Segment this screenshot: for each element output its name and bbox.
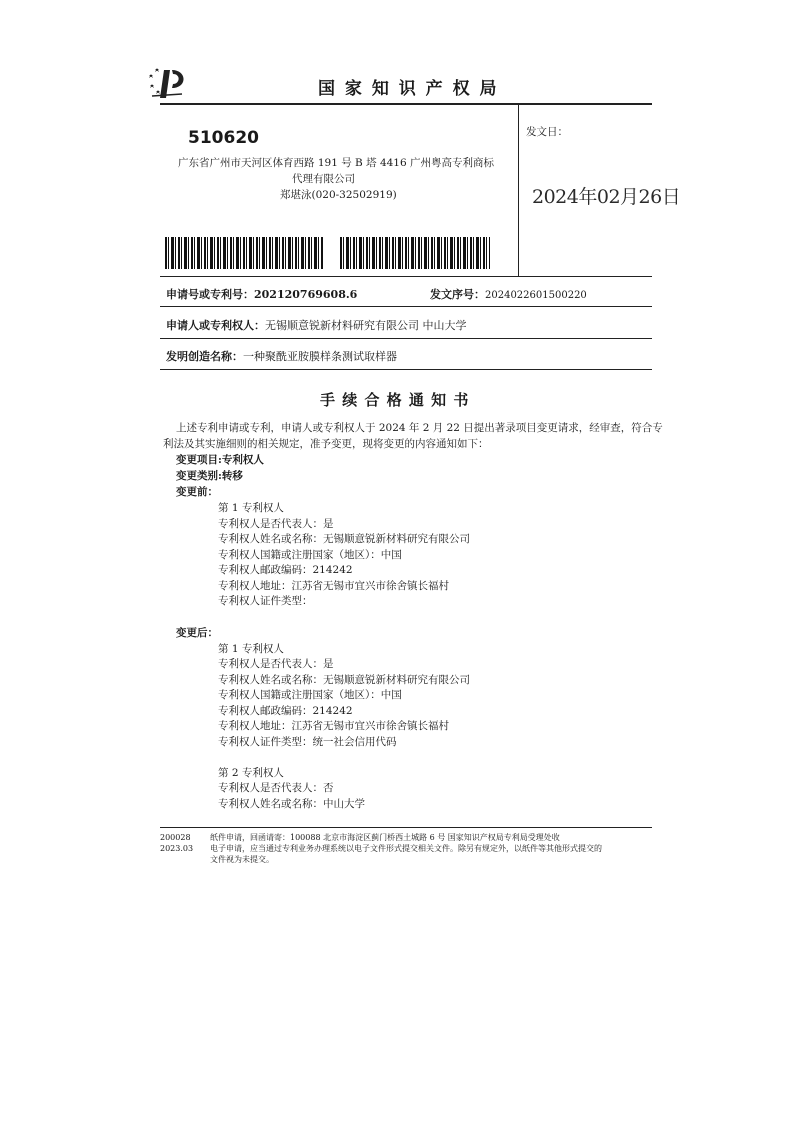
after-line: 专利权人证件类型：统一社会信用代码 — [218, 736, 397, 748]
before-label: 变更前： — [176, 486, 218, 498]
intro-line-1: 上述专利申请或专利，申请人或专利权人于 2024 年 2 月 22 日提出著录项目变更请求，经审查，符合专 — [176, 422, 663, 434]
application-number: 202120769608.6 — [254, 288, 358, 301]
application-number-label: 申请号或专利号： — [166, 288, 254, 301]
footer-line-1: 纸件申请，回函请寄：100088 北京市海淀区蓟门桥西土城路 6 号 国家知识产权局专利局受理处收 — [210, 833, 560, 842]
after-line: 专利权人地址：江苏省无锡市宜兴市徐舍镇长福村 — [218, 720, 449, 732]
cnipa-emblem-icon — [146, 66, 190, 100]
intro-line-2: 利法及其实施细则的相关规定，准予变更，现将变更的内容通知如下： — [163, 438, 489, 450]
applicant-row — [166, 317, 467, 333]
notice-title: 手 续 合 格 通 知 书 — [320, 391, 470, 409]
after-line: 专利权人国籍或注册国家（地区）：中国 — [218, 689, 402, 701]
address-line-2: 代理有限公司 — [292, 173, 355, 185]
before-line: 专利权人国籍或注册国家（地区）：中国 — [218, 549, 402, 561]
issue-date-label: 发文日： — [526, 126, 568, 138]
applicant-value: 无锡顺意锐新材料研究有限公司 中山大学 — [265, 319, 467, 332]
barcode-right — [340, 237, 490, 269]
address-line-1: 广东省广州市天河区体育西路 191 号 B 塔 4416 广州粤高专利商标 — [178, 157, 495, 169]
issue-date-value: 2024年02月26日 — [532, 186, 681, 208]
before-line: 第 1 专利权人 — [218, 502, 284, 514]
before-line: 专利权人地址：江苏省无锡市宜兴市徐舍镇长福村 — [218, 580, 449, 592]
application-number-row — [166, 286, 357, 302]
after-line: 第 1 专利权人 — [218, 643, 284, 655]
barcode-left — [165, 237, 323, 269]
invention-value: 一种聚酰亚胺膜样条测试取样器 — [243, 350, 397, 363]
header-divider — [518, 104, 519, 276]
after-line: 专利权人姓名或名称：中山大学 — [218, 798, 365, 810]
before-line: 专利权人邮政编码：214242 — [218, 564, 353, 576]
invention-label: 发明创造名称： — [166, 350, 243, 363]
after-line: 专利权人邮政编码：214242 — [218, 705, 353, 717]
form-date: 2023.03 — [160, 844, 194, 853]
rule-4 — [160, 369, 652, 370]
after-line: 第 2 专利权人 — [218, 767, 284, 779]
after-label: 变更后： — [176, 627, 218, 639]
contact-person: 郑堪泳(020-32502919) — [280, 189, 397, 201]
footer-line-2: 电子申请，应当通过专利业务办理系统以电子文件形式提交相关文件。除另有规定外，以纸件等其他形式提交的 — [210, 844, 602, 853]
footer-rule — [160, 827, 652, 828]
after-line: 专利权人姓名或名称：无锡顺意锐新材料研究有限公司 — [218, 674, 470, 686]
rule-1 — [160, 276, 652, 277]
footer-line-3: 文件视为未提交。 — [210, 855, 274, 864]
header-rule — [160, 103, 652, 105]
dispatch-number-label: 发文序号： — [430, 288, 485, 301]
after-line: 专利权人是否代表人：是 — [218, 658, 334, 670]
before-line: 专利权人证件类型： — [218, 595, 313, 607]
dispatch-number: 2024022601500220 — [485, 290, 587, 301]
applicant-label: 申请人或专利权人： — [166, 319, 265, 332]
rule-3 — [160, 338, 652, 339]
office-name: 国 家 知 识 产 权 局 — [318, 79, 499, 99]
rule-2 — [160, 306, 652, 307]
after-line: 专利权人是否代表人：否 — [218, 782, 334, 794]
change-type: 变更类别:转移 — [176, 470, 243, 482]
before-line: 专利权人是否代表人：是 — [218, 518, 334, 530]
dispatch-number-row — [430, 286, 587, 302]
postal-code: 510620 — [188, 128, 259, 148]
form-code: 200028 — [160, 833, 191, 842]
change-item: 变更项目:专利权人 — [176, 454, 264, 466]
invention-row — [166, 348, 397, 364]
before-line: 专利权人姓名或名称：无锡顺意锐新材料研究有限公司 — [218, 533, 470, 545]
